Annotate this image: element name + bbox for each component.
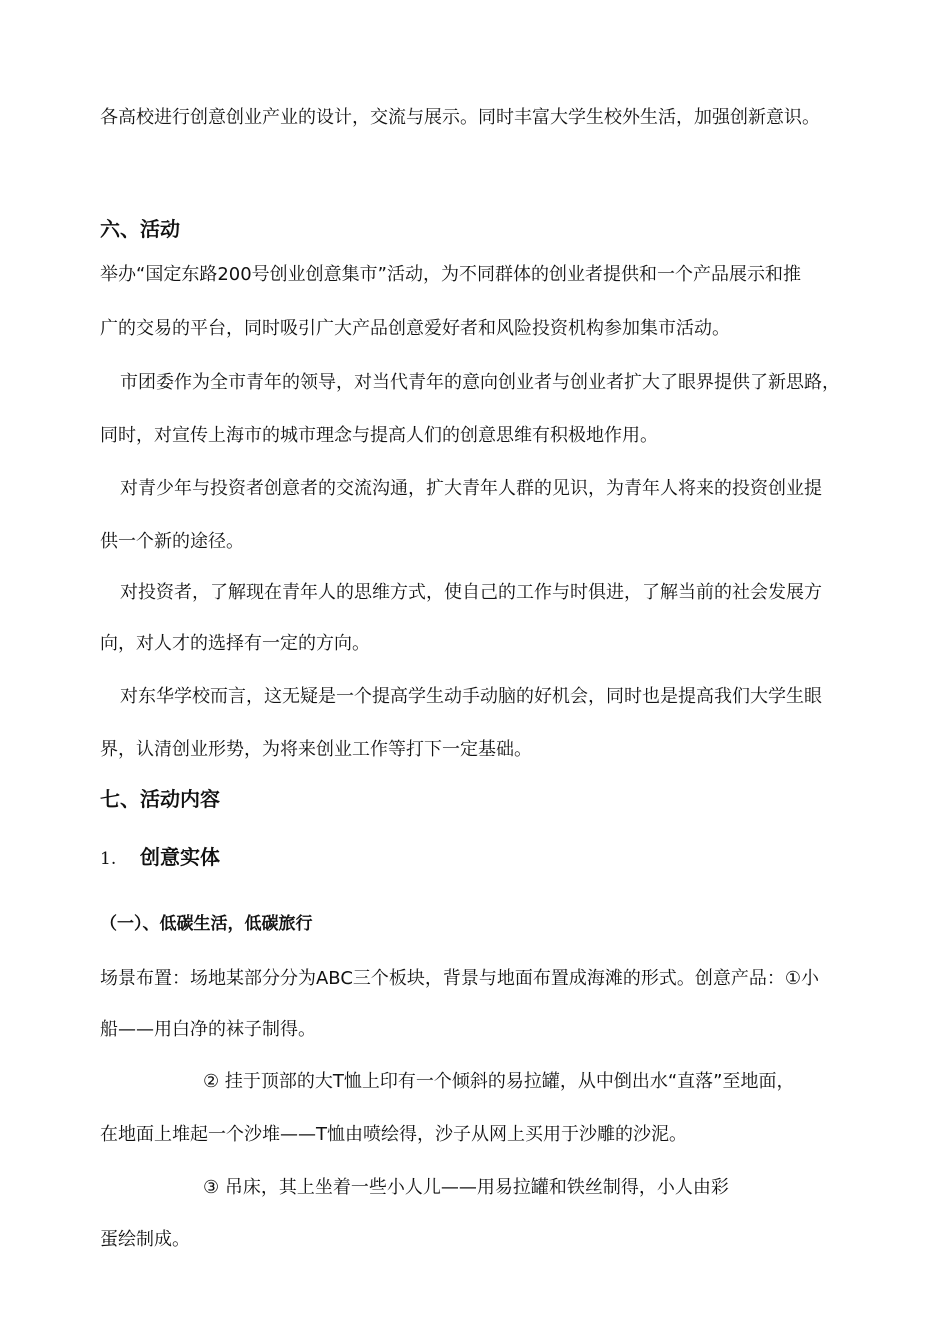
paragraph-line: 各高校进行创意创业产业的设计，交流与展示。同时丰富大学生校外生活，加强创新意识。 (100, 107, 820, 128)
paragraph-line: 对青少年与投资者创意者的交流沟通，扩大青年人群的见识，为青年人将来的投资创业提 (120, 478, 822, 499)
paragraph-line: 蛋绘制成。 (100, 1229, 190, 1250)
paragraph-line: 船——用白净的袜子制得。 (100, 1019, 316, 1040)
paragraph-line: 同时，对宣传上海市的城市理念与提高人们的创意思维有积极地作用。 (100, 425, 658, 446)
paragraph-line: 供一个新的途径。 (100, 531, 244, 552)
paragraph-line: 场景布置：场地某部分分为ABC三个板块，背景与地面布置成海滩的形式。创意产品：①小 (100, 968, 820, 989)
paragraph-line: 广的交易的平台，同时吸引广大产品创意爱好者和风险投资机构参加集市活动。 (100, 318, 730, 339)
paragraph-line: 对东华学校而言，这无疑是一个提高学生动手动脑的好机会，同时也是提高我们大学生眼 (120, 686, 822, 707)
paragraph-line: 对投资者，了解现在青年人的思维方式，使自己的工作与时俱进，了解当前的社会发展方 (120, 582, 822, 603)
section-heading-activity-content: 七、活动内容 (100, 787, 220, 811)
paragraph-line: 市团委作为全市青年的领导，对当代青年的意向创业者与创业者扩大了眼界提供了新思路， (120, 372, 840, 393)
paragraph-line: 向，对人才的选择有一定的方向。 (100, 633, 370, 654)
paragraph-line: 界，认清创业形势，为将来创业工作等打下一定基础。 (100, 739, 532, 760)
subsubsection-heading: （一）、低碳生活，低碳旅行 (100, 914, 313, 934)
subsection-heading (100, 844, 220, 872)
paragraph-line: ② 挂于顶部的大T恤上印有一个倾斜的易拉罐，从中倒出水“直落”至地面， (203, 1071, 795, 1092)
subsection-title: 创意实体 (140, 845, 220, 869)
list-number: 1. (100, 849, 117, 869)
paragraph-line: ③ 吊床，其上坐着一些小人儿——用易拉罐和铁丝制得，小人由彩 (203, 1177, 729, 1198)
section-heading-activity: 六、活动 (100, 217, 180, 241)
paragraph-line: 举办“国定东路200号创业创意集市”活动，为不同群体的创业者提供和一个产品展示和推 (100, 264, 802, 285)
paragraph-line: 在地面上堆起一个沙堆——T恤由喷绘得，沙子从网上买用于沙雕的沙泥。 (100, 1124, 687, 1145)
